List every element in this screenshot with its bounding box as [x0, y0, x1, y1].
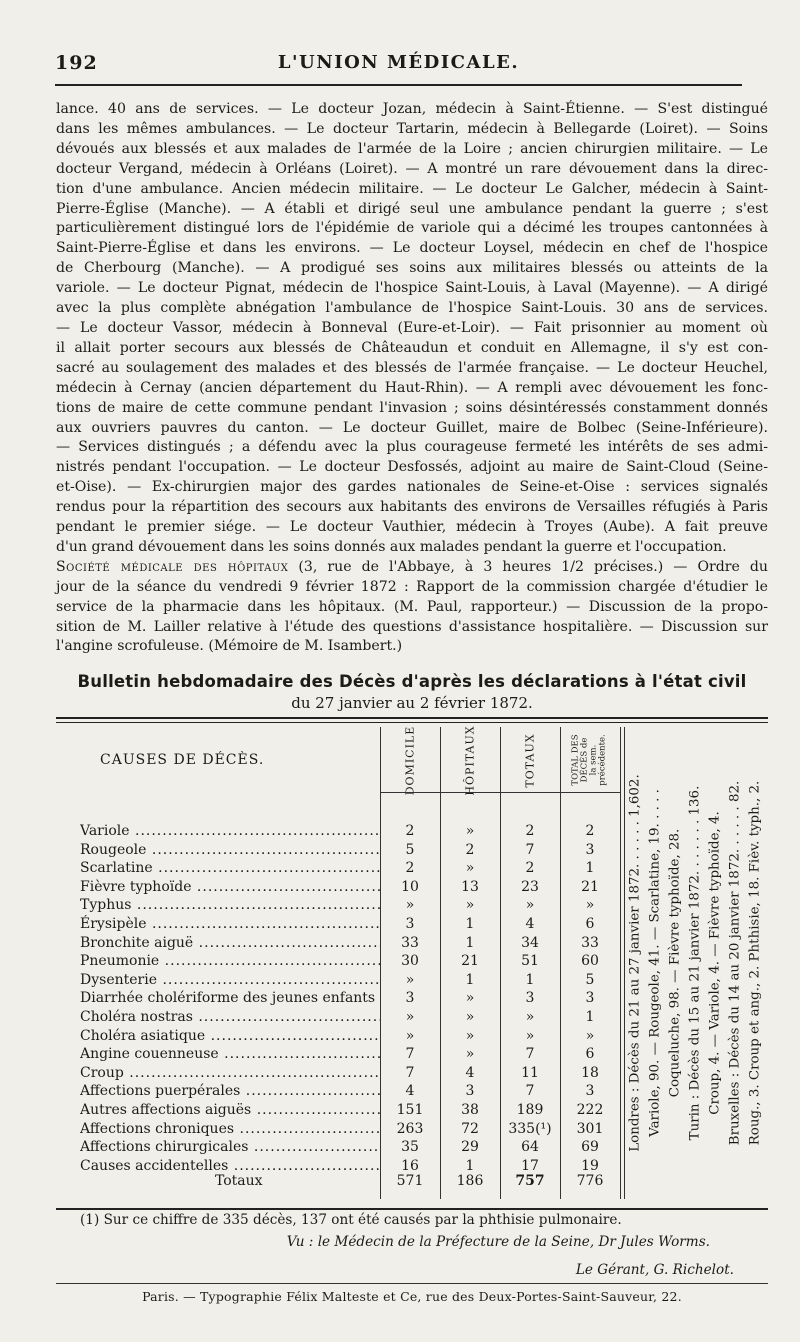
cell-value: 16	[401, 1157, 419, 1174]
cause-label: Autres affections aiguës .....	[80, 1101, 380, 1119]
cell-value: 263	[396, 1120, 424, 1137]
cause-label: Pneumonie .....	[80, 952, 380, 970]
cause-label: Scarlatine .....	[80, 859, 380, 877]
cause-label: Choléra asiatique .....	[80, 1027, 380, 1045]
bulletin-title: Bulletin hebdomadaire des Décès d'après les déclarations à l'état civil	[77, 672, 747, 691]
column-header-domicile: DOMICILE	[403, 725, 417, 795]
page-number: 192	[55, 52, 98, 74]
cause-label: Dysenterie .....	[80, 971, 380, 989]
body-line: dévoués aux blessés et aux malades de l'armée de la Loire ; ancien chirurgien militaire. — Le	[56, 140, 768, 157]
cell-value: 21	[581, 878, 599, 895]
cell-value: 2	[525, 823, 535, 839]
cell-value: 3	[405, 990, 415, 1007]
table-row	[0, 1027, 620, 1045]
cell-value: 5	[585, 971, 595, 988]
cell-value: 10	[401, 878, 419, 895]
cell-value: 5	[405, 841, 415, 858]
cell-value: »	[465, 823, 475, 839]
cell-value: 72	[461, 1120, 479, 1137]
column-header-totaux: TOTAUX	[523, 732, 537, 788]
society-line: l'angine scrofuleuse. (Mémoire de M. Isambert.)	[56, 638, 403, 655]
cell-value: 30	[401, 953, 419, 970]
cell-value: 64	[521, 1139, 539, 1156]
cause-label: Érysipèle .....	[80, 915, 380, 933]
cell-value: »	[465, 1027, 475, 1044]
side-notes	[625, 727, 765, 1199]
cell-value: 19	[581, 1157, 599, 1174]
cell-value: »	[465, 1009, 475, 1025]
cell-value: 13	[461, 878, 479, 895]
cell-value: 6	[585, 1046, 595, 1063]
society-line: jour de la séance du vendredi 9 février 1872 : Rapport de la commission chargée d'étudier le	[56, 578, 768, 595]
cell-value: 2	[405, 860, 415, 877]
header-rule	[55, 84, 742, 86]
column-header-total-prev: TOTAL DES DÉCÈS de la sem. précédente.	[571, 734, 608, 786]
cell-value: 4	[465, 1064, 475, 1081]
cell-value: 29	[461, 1139, 479, 1156]
body-line: sacré au soulagement des malades et des blessés de l'armée française. — Le docteur Heuchel,	[56, 359, 768, 376]
cause-label: Affections chirurgicales .....	[80, 1138, 380, 1156]
cell-value: 51	[521, 953, 539, 970]
cell-value: 7	[525, 1083, 535, 1100]
table-row	[0, 1101, 620, 1119]
table-row	[0, 896, 620, 914]
cell-value: 189	[516, 1102, 544, 1118]
body-line: Pierre-Église (Manche). — A établi et dirigé seul une ambulance pendant la guerre ; s'est	[56, 200, 768, 217]
cell-value: 335(¹)	[508, 1120, 552, 1137]
body-line: pendant le premier siége. — Le docteur Vauthier, médecin à Troyes (Aube). A fait preuve	[56, 519, 768, 536]
cause-label: Rougeole .....	[80, 841, 380, 859]
cell-value: 7	[405, 1046, 415, 1063]
table-row	[0, 952, 620, 970]
body-line: dans les mêmes ambulances. — Le docteur Tartarin, médecin à Bellegarde (Loiret). — Soins	[56, 120, 768, 137]
body-line: médecin à Cernay (ancien département du Haut-Rhin). — A rempli avec dévouement les fonc-	[56, 379, 768, 396]
cell-value: 11	[521, 1064, 539, 1081]
cell-value: 3	[525, 990, 535, 1007]
cause-label: Typhus .....	[80, 896, 380, 914]
imprint-rule	[56, 1283, 768, 1284]
cell-value: »	[405, 897, 415, 914]
side-note: Turin : Décès du 15 au 21 janvier 1872. . . . . . . 136.	[687, 785, 703, 1141]
manager-line: Le Gérant, G. Richelot.	[575, 1262, 734, 1278]
cell-value: »	[405, 1009, 415, 1025]
cell-value: 3	[585, 990, 595, 1007]
cell-value: 1	[525, 971, 535, 988]
table-row	[0, 1008, 620, 1026]
cell-value: 6	[585, 916, 595, 932]
cell-value: »	[465, 897, 475, 914]
body-line: variole. — Le docteur Pignat, médecin de l'hospice Saint-Louis, à Laval (Mayenne). — A dirigé	[56, 280, 768, 297]
cell-value: »	[525, 1009, 535, 1025]
cell-value: 2	[525, 860, 535, 877]
body-line: de Cherbourg (Manche). — A prodigué ses soins aux militaires blessés ou atteints de la	[56, 260, 768, 277]
total-value: 757	[515, 1173, 545, 1189]
cause-label: Variole .....	[80, 822, 380, 840]
causes-header: CAUSES DE DÉCÈS.	[100, 752, 265, 768]
cell-value: 33	[401, 934, 419, 951]
total-value: 186	[456, 1173, 484, 1189]
cause-label: Causes accidentelles .....	[80, 1157, 380, 1175]
cause-label: Choléra nostras .....	[80, 1008, 380, 1026]
side-note: Croup, 4. — Variole, 4. — Fièvre typhoïde, 4.	[707, 811, 723, 1115]
cell-value: 3	[585, 1083, 595, 1100]
cell-value: 1	[585, 860, 595, 877]
table-top-rule-thin	[56, 722, 768, 723]
body-line: tions de maire de cette commune pendant l'invasion ; soins désintéressés constamment donnés	[56, 399, 768, 416]
bulletin-subtitle: du 27 janvier au 2 février 1872.	[291, 694, 533, 712]
cell-value: 4	[525, 916, 535, 932]
side-note: Coqueluche, 98. — Fièvre typhoïde, 28.	[667, 828, 683, 1098]
cell-value: 151	[396, 1102, 424, 1118]
cell-value: 3	[585, 841, 595, 858]
cause-label: Affections puerpérales .....	[80, 1082, 380, 1100]
body-line: lance. 40 ans de services. — Le docteur Jozan, médecin à Saint-Étienne. — S'est distingué	[56, 101, 768, 117]
cell-value: 2	[585, 823, 595, 839]
cell-value: 60	[581, 953, 599, 970]
cell-value: 17	[521, 1157, 539, 1174]
cell-value: »	[465, 990, 475, 1007]
cause-label: Affections chroniques .....	[80, 1120, 380, 1138]
header-underline	[380, 792, 620, 793]
cell-value: 23	[521, 878, 539, 895]
table-row	[0, 822, 620, 840]
society-line: service de la pharmacie dans les hôpitaux. (M. Paul, rapporteur.) — Discussion de la propo-	[56, 598, 768, 615]
cause-label: Diarrhée cholériforme des jeunes enfants .....	[80, 989, 380, 1007]
cell-value: 1	[465, 916, 475, 932]
cell-value: »	[465, 860, 475, 877]
body-line: rendus pour la répartition des secours aux habitants des environs de Versailles réfugiés à Paris	[56, 499, 768, 516]
table-row	[0, 859, 620, 877]
footnote: (1) Sur ce chiffre de 335 décès, 137 ont été causés par la phthisie pulmonaire.	[80, 1212, 622, 1228]
society-name: Société médicale des hôpitaux	[56, 558, 289, 575]
cell-value: »	[525, 897, 535, 914]
cell-value: 38	[461, 1102, 479, 1118]
body-line: docteur Vergand, médecin à Orléans (Loiret). — A montré un rare dévouement dans la direc-	[56, 160, 768, 177]
cell-value: »	[585, 897, 595, 914]
body-line: Saint-Pierre-Église et dans les environs. — Le docteur Loysel, médecin en chef de l'hospice	[56, 240, 768, 257]
totals-label: Totaux	[215, 1173, 263, 1189]
cell-value: 222	[576, 1102, 604, 1118]
table-row	[0, 1082, 620, 1100]
body-line: nistrés pendant l'occupation. — Le docteur Desfossés, adjoint au maire de Saint-Cloud (Seine-	[56, 459, 768, 476]
table-row	[0, 841, 620, 859]
cell-value: »	[405, 1027, 415, 1044]
side-note: Bruxelles : Décès du 14 au 20 janvier 1872. . . . . . 82.	[727, 780, 743, 1146]
cell-value: 35	[401, 1139, 419, 1156]
body-line: particulièrement distingué lors de l'épidémie de variole qui a décimé les troupes cantonnées à	[56, 220, 768, 237]
column-divider	[620, 727, 621, 1199]
cell-value: 21	[461, 953, 479, 970]
table-top-rule	[56, 717, 768, 719]
society-line1-rest: (3, rue de l'Abbaye, à 3 heures 1/2 précises.) — Ordre du	[288, 558, 768, 575]
journal-title: L'UNION MÉDICALE.	[277, 52, 520, 73]
cell-value: 18	[581, 1064, 599, 1081]
cell-value: 3	[465, 1083, 475, 1100]
total-value: 571	[396, 1173, 424, 1189]
body-line: il allait porter secours aux blessés de Châteaudun et conduit en Allemagne, il s'y est con-	[56, 339, 768, 356]
cause-label: Bronchite aiguë .....	[80, 934, 380, 952]
table-row	[0, 878, 620, 896]
cell-value: 2	[465, 841, 475, 858]
table-row	[0, 915, 620, 933]
cell-value: 34	[521, 934, 539, 951]
side-note: Variole, 90. — Rougeole, 41. — Scarlatine, 19. . . . .	[647, 789, 663, 1137]
cell-value: 33	[581, 934, 599, 951]
side-note: Roug., 3. Croup et ang., 2. Phthisie, 18. Fièv. typh., 2.	[747, 780, 763, 1146]
cell-value: »	[465, 1046, 475, 1063]
table-row	[0, 1138, 620, 1156]
society-line: sition de M. Lailler relative à l'étude des questions d'assistance hospitalière. — Discussion sur	[56, 618, 768, 635]
cell-value: 3	[405, 916, 415, 932]
table-bottom-rule	[56, 1208, 768, 1210]
cell-value: 69	[581, 1139, 599, 1156]
society-paragraph-line	[56, 558, 768, 578]
cell-value: »	[585, 1027, 595, 1044]
total-value: 776	[576, 1173, 604, 1189]
cell-value: »	[525, 1027, 535, 1044]
body-line: — Services distingués ; a défendu avec la plus courageuse fermeté les intérêts de ses admi-	[56, 439, 768, 456]
page-header	[55, 52, 742, 82]
cell-value: 2	[405, 823, 415, 839]
cell-value: »	[405, 971, 415, 988]
cell-value: 1	[585, 1009, 595, 1025]
article-body	[56, 100, 768, 657]
approval-line: Vu : le Médecin de la Préfecture de la Seine, Dr Jules Worms.	[286, 1234, 710, 1250]
side-note: Londres : Décès du 21 au 27 janvier 1872. . . . . . 1,602.	[627, 774, 643, 1152]
cause-label: Fièvre typhoïde .....	[80, 878, 380, 896]
table-row	[0, 1064, 620, 1082]
column-header-hopitaux: HÔPITAUX	[463, 724, 477, 796]
table-row	[0, 989, 620, 1007]
cell-value: 7	[405, 1064, 415, 1081]
cell-value: 7	[525, 1046, 535, 1063]
cell-value: 4	[405, 1083, 415, 1100]
cell-value: 1	[465, 1157, 475, 1174]
body-line: — Le docteur Vassor, médecin à Bonneval (Eure-et-Loir). — Fait prisonnier au moment où	[56, 319, 768, 336]
cell-value: 301	[576, 1120, 604, 1137]
body-line: et-Oise). — Ex-chirurgien major des gardes nationales de Seine-et-Oise : services signalés	[56, 479, 768, 496]
body-line: avec la plus complète abnégation l'ambulance de l'hospice Saint-Louis. 30 ans de services.	[56, 300, 768, 317]
table-row	[0, 971, 620, 989]
cause-label: Angine couenneuse .....	[80, 1045, 380, 1063]
body-line: tion d'une ambulance. Ancien médecin militaire. — Le docteur Le Galcher, médecin à Saint-	[56, 180, 768, 197]
totals-row	[0, 1172, 620, 1190]
cell-value: 7	[525, 841, 535, 858]
cell-value: 1	[465, 934, 475, 951]
cell-value: 1	[465, 971, 475, 988]
body-line: d'un grand dévouement dans les soins donnés aux malades pendant la guerre et l'occupation.	[56, 538, 727, 555]
body-line: aux ouvriers pauvres du canton. — Le docteur Guillet, maire de Bolbec (Seine-Inférieure).	[56, 419, 768, 436]
imprint: Paris. — Typographie Félix Malteste et Ce, rue des Deux-Portes-Saint-Sauveur, 22.	[142, 1289, 682, 1304]
table-row	[0, 1045, 620, 1063]
cause-label: Croup .....	[80, 1064, 380, 1082]
table-row	[0, 1120, 620, 1138]
table-row	[0, 934, 620, 952]
